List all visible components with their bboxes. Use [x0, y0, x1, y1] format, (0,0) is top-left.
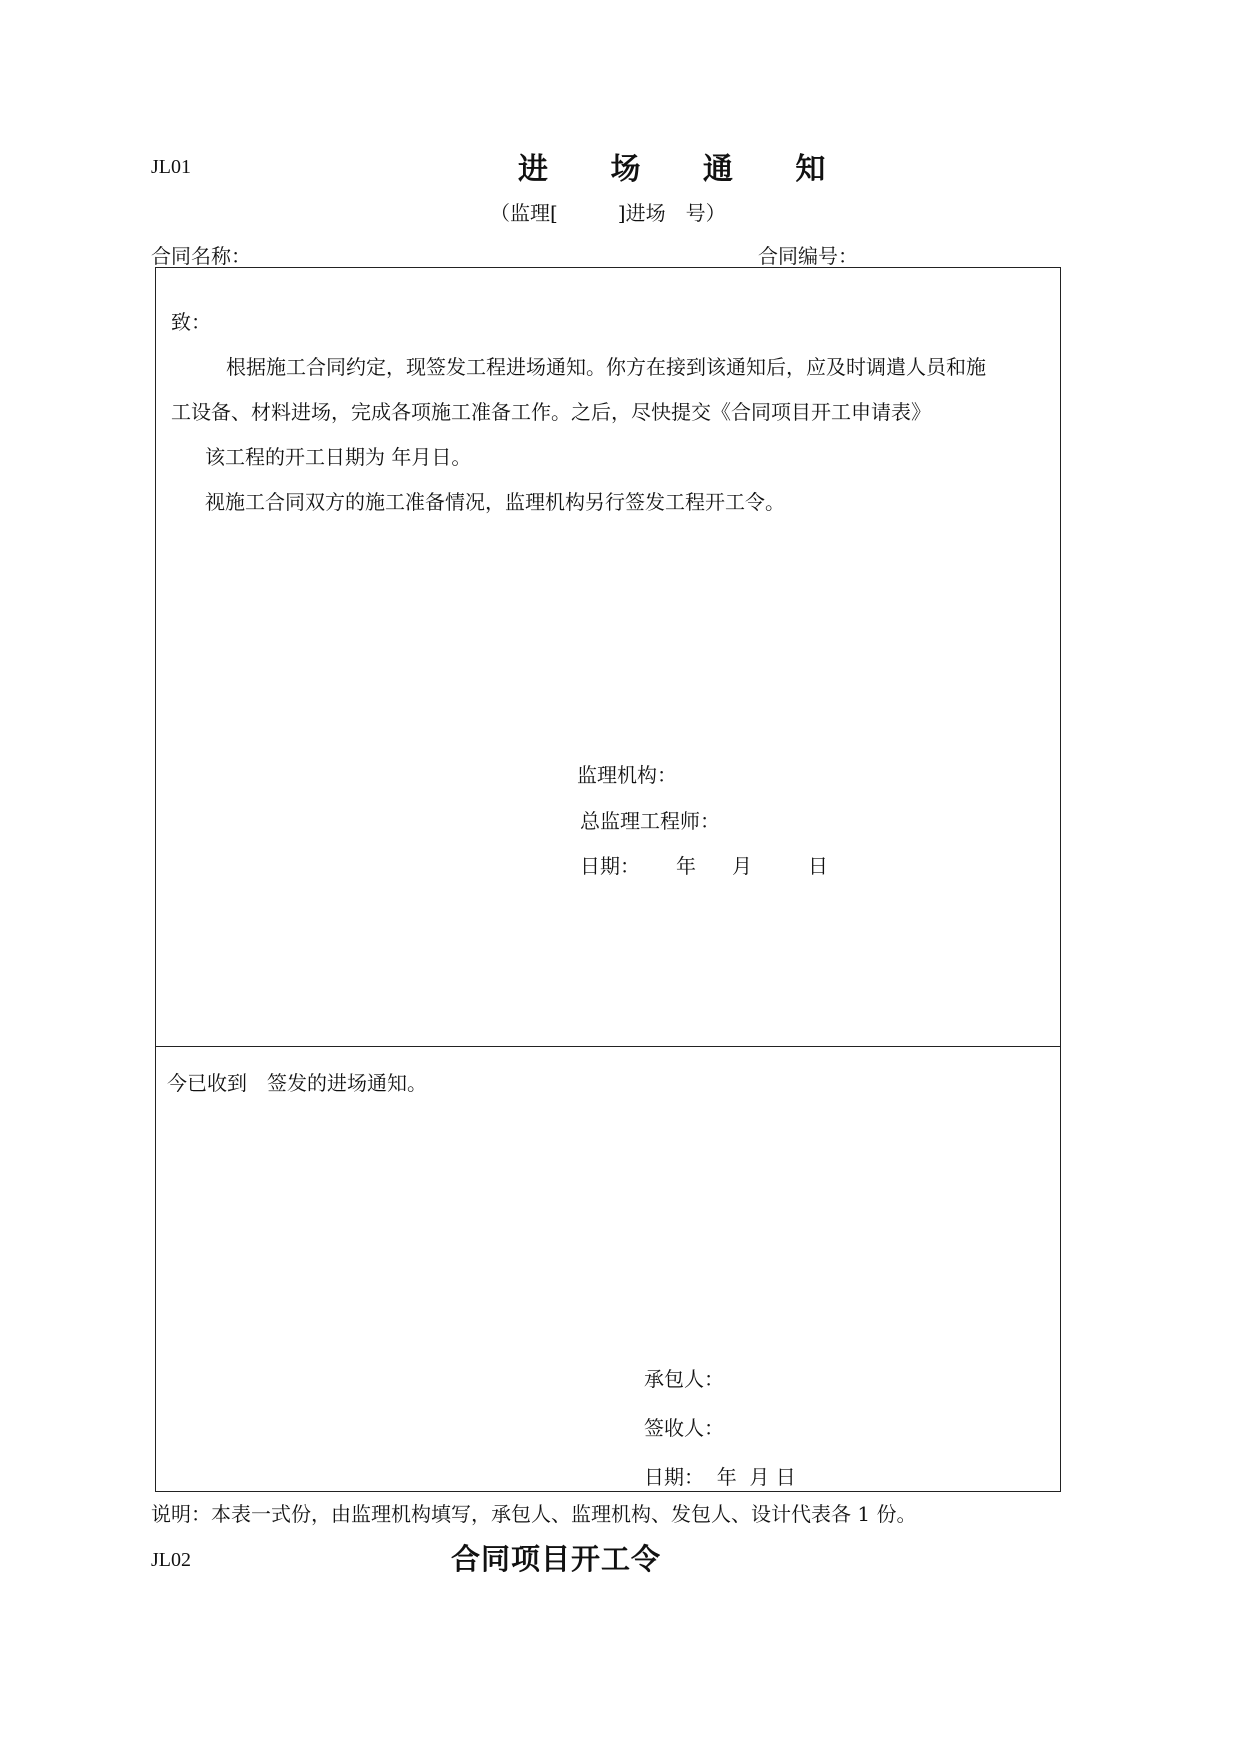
sign-date-year: 年 [676, 854, 696, 878]
sign-date-label: 日期： [580, 854, 640, 878]
receipt-date-line: 日期： 年 月 日 [644, 1465, 796, 1489]
notice-number-line: （监理[ ]进场 号） [490, 201, 726, 225]
chief-engineer-label: 总监理工程师： [580, 809, 720, 833]
page-title: 进 场 通 知 [518, 152, 852, 187]
notice-paragraph-line-1: 根据施工合同约定，现签发工程进场通知。你方在接到该通知后，应及时调遣人员和施 [226, 355, 986, 379]
sign-date-month: 月 [732, 854, 752, 878]
sign-date-day: 日 [808, 854, 828, 878]
start-date-line: 该工程的开工日期为 年月日。 [205, 445, 472, 469]
next-form-title: 合同项目开工令 [451, 1542, 662, 1576]
contract-name-label: 合同名称： [151, 244, 251, 268]
contractor-label: 承包人： [644, 1367, 724, 1391]
contract-no-label: 合同编号： [758, 244, 858, 268]
signee-label: 签收人： [644, 1416, 724, 1440]
to-label: 致： [171, 310, 211, 334]
form-code: JL01 [151, 156, 191, 178]
footer-note: 说明：本表一式份，由监理机构填写，承包人、监理机构、发包人、设计代表各 1 份。 [151, 1502, 917, 1526]
supervision-org-label: 监理机构： [577, 763, 677, 787]
section-divider [155, 1046, 1061, 1047]
notice-paragraph-line-2: 工设备、材料进场，完成各项施工准备工作。之后，尽快提交《合同项目开工申请表》 [171, 400, 931, 424]
next-form-code: JL02 [151, 1549, 191, 1571]
received-line: 今已收到 签发的进场通知。 [167, 1071, 427, 1095]
preparation-note-line: 视施工合同双方的施工准备情况，监理机构另行签发工程开工令。 [205, 490, 785, 514]
